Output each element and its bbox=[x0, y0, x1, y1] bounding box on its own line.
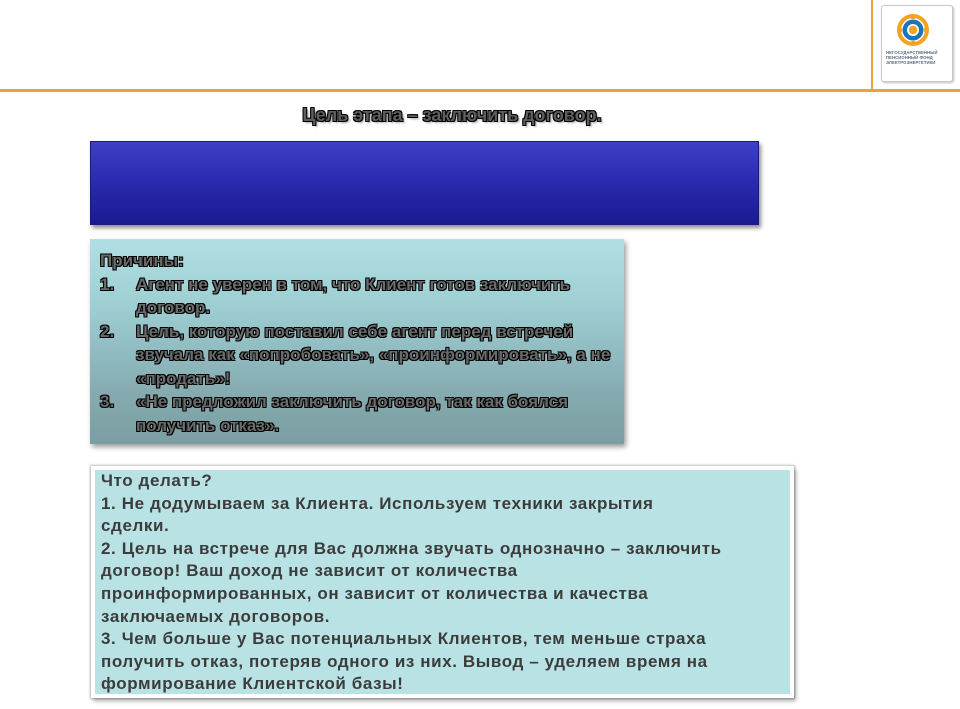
list-item-number: 3. bbox=[100, 392, 115, 411]
list-item bbox=[100, 273, 614, 320]
logo-caption-line: НЕГОСУДАРСТВЕННЫЙ bbox=[886, 50, 938, 55]
blue-banner bbox=[90, 141, 759, 225]
reasons-box bbox=[90, 239, 624, 444]
list-item bbox=[100, 320, 614, 391]
list-item-number: 2. bbox=[100, 321, 115, 341]
todo-text-line: договор! Ваш доход не зависит от количества bbox=[101, 561, 518, 581]
todo-text-line: 1. Не додумываем за Клиента. Используем техники закрытия bbox=[101, 493, 654, 513]
company-logo bbox=[881, 5, 953, 82]
todo-text-line: проинформированных, он зависит от количества и качества bbox=[101, 583, 649, 603]
list-item bbox=[100, 390, 614, 437]
list-item-text: Агент не уверен в том, что Клиент готов заключить договор. bbox=[136, 274, 571, 317]
reasons-heading: Причины: bbox=[100, 251, 184, 270]
todo-text-line: сделки. bbox=[101, 516, 170, 536]
todo-heading: Что делать? bbox=[101, 471, 213, 490]
list-item-text: Цель, которую поставил себе агент перед встречей звучала как «попробовать», «проинформировать», а не «продать»! bbox=[136, 321, 611, 388]
logo-caption-line: ПЕНСИОННЫЙ ФОНД bbox=[886, 55, 933, 60]
what-to-do-box bbox=[91, 466, 794, 698]
header-divider-line bbox=[0, 89, 960, 92]
todo-text-line: получить отказ, потеряв одного из них. Вывод – уделяем время на bbox=[101, 651, 708, 671]
todo-text-line: формирование Клиентской базы! bbox=[101, 674, 404, 694]
logo-caption-line: ЭЛЕКТРОЭНЕРГЕТИКИ bbox=[886, 60, 936, 65]
todo-text-line: заключаемых договоров. bbox=[101, 606, 331, 626]
todo-text-line: 3. Чем больше у Вас потенциальных Клиентов, тем меньше страха bbox=[101, 629, 707, 649]
todo-text-line: 2. Цель на встрече для Вас должна звучать однозначно – заключить bbox=[101, 538, 722, 558]
sun-emblem-icon bbox=[896, 13, 930, 47]
list-item-text: «Не предложил заключить договор, так как боялся получить отказ». bbox=[136, 392, 569, 435]
stage-title: Цель этапа – заключить договор. bbox=[302, 105, 602, 125]
reasons-list bbox=[100, 273, 614, 438]
logo-caption bbox=[886, 50, 950, 65]
list-item-number: 1. bbox=[100, 274, 115, 294]
header-vertical-divider bbox=[871, 0, 873, 90]
